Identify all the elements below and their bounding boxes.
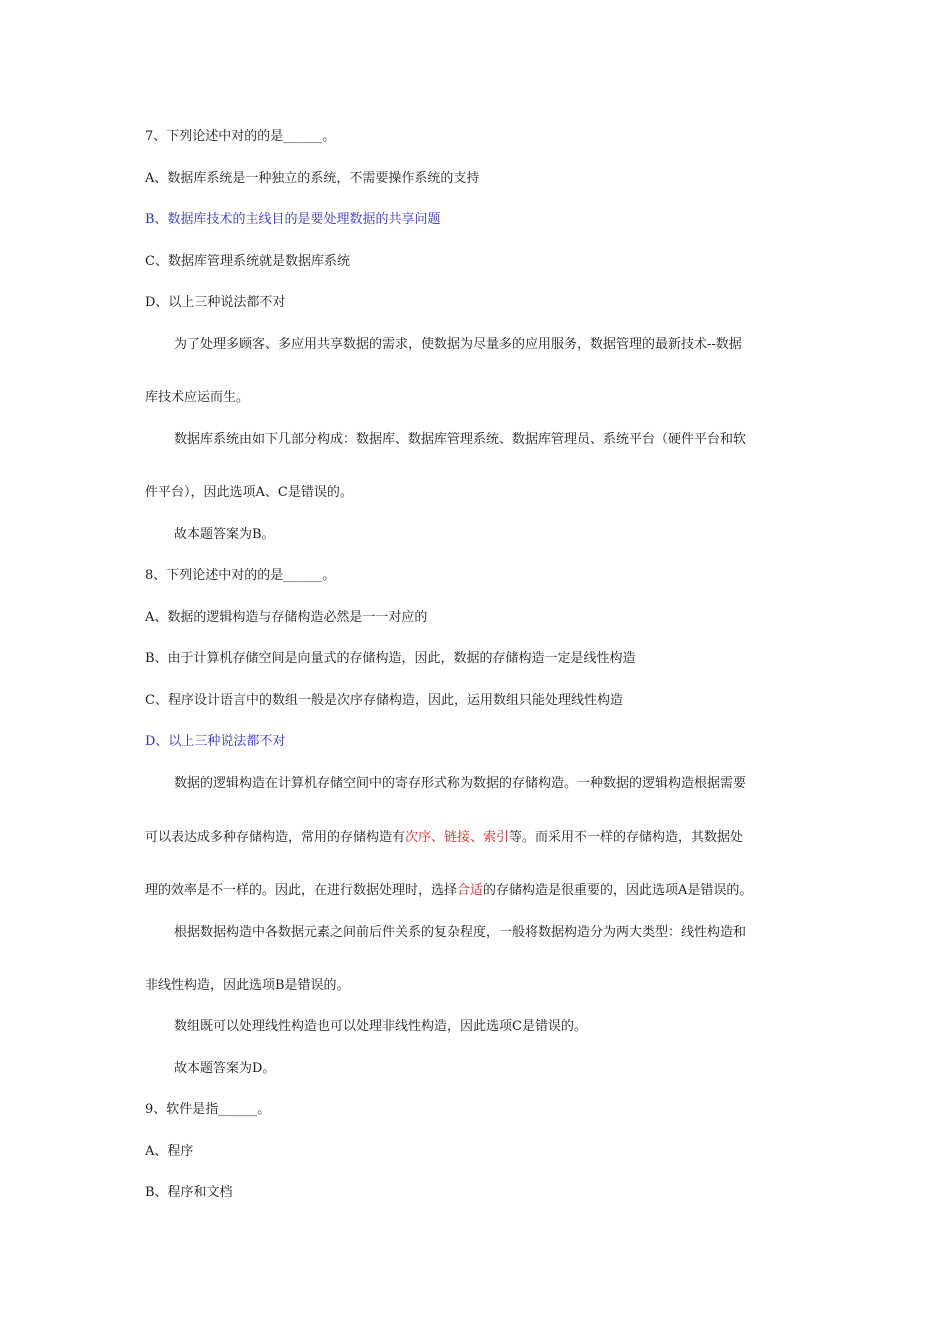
q8-option-d-correct: D、以上三种说法都不对 xyxy=(145,734,286,749)
q8-explanation-1c-post: 的存储构造是很重要的，因此选项A是错误的。 xyxy=(483,883,753,898)
q7-explanation-2b: 件平台），因此选项A、C是错误的。 xyxy=(145,485,353,500)
q7-answer: 故本题答案为B。 xyxy=(174,527,275,542)
question-7: 7、下列论述中对的的是______。 xyxy=(145,129,336,144)
q7-option-d: D、以上三种说法都不对 xyxy=(145,295,286,310)
q8-explanation-1b-pre: 可以表达成多种存储构造，常用的存储构造有 xyxy=(145,830,406,845)
q8-explanation-1b xyxy=(145,828,743,848)
q8-explanation-3: 数组既可以处理线性构造也可以处理非线性构造，因此选项C是错误的。 xyxy=(174,1019,587,1034)
q8-explanation-1c-pre: 理的效率是不一样的。因此，在进行数据处理时，选择 xyxy=(145,883,458,898)
q8-explanation-1c xyxy=(145,881,752,901)
q9-option-a: A、程序 xyxy=(145,1144,194,1159)
q7-explanation-1b: 库技术应运而生。 xyxy=(145,390,250,405)
q8-explanation-1b-post: 等。而采用不一样的存储构造，其数据处 xyxy=(509,830,744,845)
q8-option-b: B、由于计算机存储空间是向量式的存储构造，因此，数据的存储构造一定是线性构造 xyxy=(145,651,636,666)
q9-option-b: B、程序和文档 xyxy=(145,1185,233,1200)
q8-highlight-storage-types: 次序、链接、索引 xyxy=(405,830,510,845)
q7-option-c: C、数据库管理系统就是数据库系统 xyxy=(145,254,350,269)
q8-explanation-1a: 数据的逻辑构造在计算机存储空间中的寄存形式称为数据的存储构造。一种数据的逻辑构造根据需要 xyxy=(174,776,747,791)
q8-explanation-2b: 非线性构造，因此选项B是错误的。 xyxy=(145,978,350,993)
q8-highlight-suitable: 合适 xyxy=(457,883,484,898)
q7-explanation-1a: 为了处理多顾客、多应用共享数据的需求，使数据为尽量多的应用服务，数据管理的最新技术--数据 xyxy=(174,337,742,352)
q7-option-b-correct: B、数据库技术的主线目的是要处理数据的共享问题 xyxy=(145,212,441,227)
q7-explanation-2a: 数据库系统由如下几部分构成：数据库、数据库管理系统、数据库管理员、系统平台（硬件平台和软 xyxy=(174,432,747,447)
q7-option-a: A、数据库系统是一种独立的系统，不需要操作系统的支持 xyxy=(145,171,480,186)
question-8: 8、下列论述中对的的是______。 xyxy=(145,568,336,583)
q8-answer: 故本题答案为D。 xyxy=(174,1061,276,1076)
question-9: 9、软件是指______。 xyxy=(145,1102,271,1117)
q8-explanation-2a: 根据数据构造中各数据元素之间前后件关系的复杂程度，一般将数据构造分为两大类型：线性构造和 xyxy=(174,925,747,940)
q8-option-a: A、数据的逻辑构造与存储构造必然是一一对应的 xyxy=(145,610,428,625)
q8-option-c: C、程序设计语言中的数组一般是次序存储构造，因此，运用数组只能处理线性构造 xyxy=(145,693,623,708)
